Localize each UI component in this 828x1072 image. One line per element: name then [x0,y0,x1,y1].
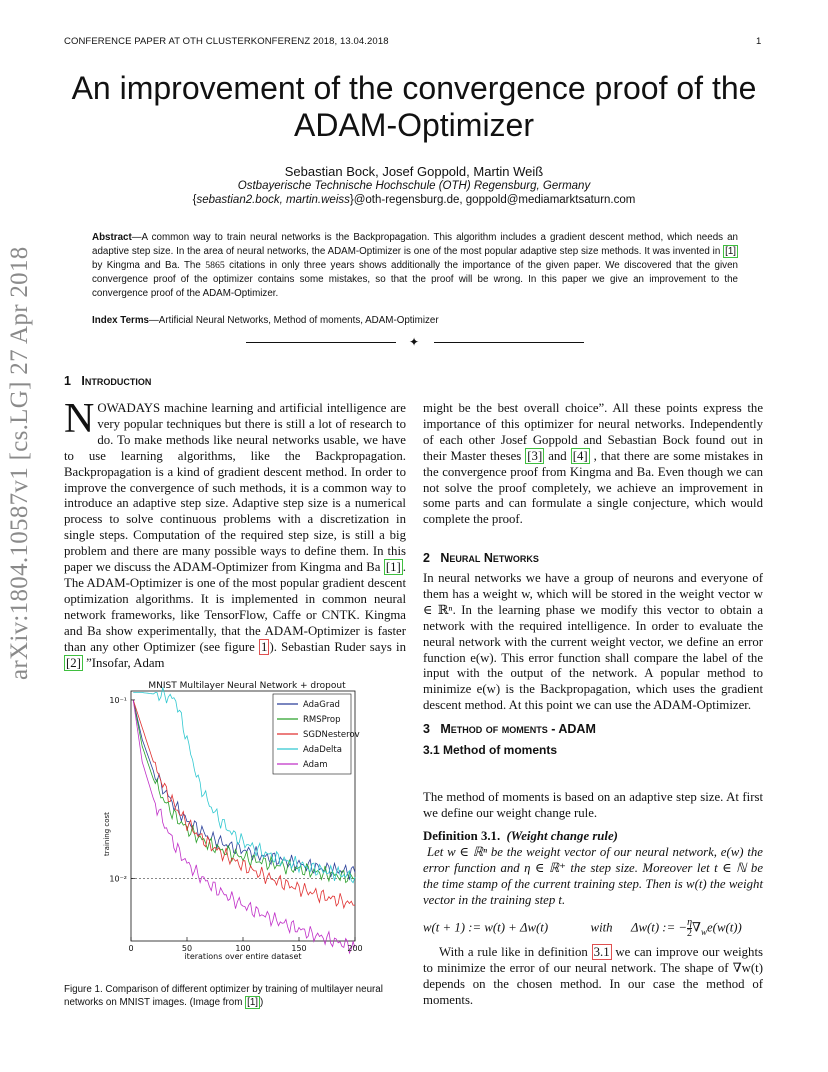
section-title: Method of moments [440,722,548,736]
section-divider [246,336,584,348]
section-heading-introduction [64,374,151,388]
index-terms-label: Index Terms [92,315,149,326]
legend-label: AdaDelta [303,745,342,755]
authors: Sebastian Bock, Josef Goppold, Martin Weiß [284,164,544,179]
method-intro-text: The method of moments is based on an adaptive step size. At first we define our weight change rule. [423,790,763,820]
paragraph-text: machine learning and artificial intelligence are very popular techniques but there is still a lot of research to do. To make methods like neural networks usable, we have to use learning algorithms, like the Backpropagation. Backpropagation is a kind of gradient descent method. In order to improve the convergence of such methods, it is a common way to introduce an adaptive step size. Adaptive step size is a numerical process to solve continuous problems with a discretization in single steps. Computation of the required step size, is still a big problem and there are many possible ways to define them. In this paper we discuss the ADAM-Optimizer from Kingma and Ba [64,401,406,575]
legend-label: Adam [303,760,328,770]
definition-name: (Weight change rule) [506,829,618,843]
x-tick-label: 150 [291,944,307,953]
paragraph-text: might be the best overall choice”. All these points express the importance of this optimizer for neural networks. Independently of each other Josef Goppold and Sebastian Bock found out in their Master theses [423,401,763,463]
figure-link[interactable]: 1 [261,639,268,654]
x-tick-label: 100 [235,944,251,953]
legend-label: SGDNesterov [303,730,360,740]
definition-text: Let w ∈ ℝⁿ be the weight vector of our neural network, e(w) the error function and η ∈ ℝ⁺ the step size. Moreover let t ∈ ℕ be the time stamp of the current training step. Then is w(t) the weight vector in the training step t. [423,844,763,907]
paragraph-text: . The ADAM-Optimizer is one of the most popular gradient descent optimization algorithms. It is implemented in common neural network frameworks, like TensorFlow, Caffe or CNTK. Kingma and Ba show experimentally, that the ADAM-Optimizer is faster than any other Optimizer (see figure [64,560,406,654]
introduction-text-continued [423,401,763,528]
legend-label: AdaGrad [303,700,340,710]
chart-title: MNIST Multilayer Neural Network + dropout [148,681,346,691]
y-tick-label: 10⁻² [109,874,127,884]
formula-left: w(t + 1) := w(t) + Δw(t) [423,920,549,935]
index-terms [92,315,738,326]
section-number: 3 [423,722,430,736]
author-emails [64,194,764,206]
index-terms-text: —Artificial Neural Networks, Method of moments, ADAM-Optimizer [149,315,439,326]
section-number: 2 [423,551,430,565]
email-domain: }@oth-regensburg.de [349,194,460,206]
arxiv-stamp: arXiv:1804.10587v1 [cs.LG] 27 Apr 2018 [6,246,33,680]
section-title: Neural Networks [440,551,539,565]
abstract-text: by Kingma and Ba. The [92,260,206,271]
paragraph-text: ). Sebastian Ruder says in [269,639,406,654]
affiliation: Ostbayerische Technische Hochschule (OTH) Regensburg, Germany [237,180,591,192]
citation-link[interactable]: [4] [572,448,588,463]
formula-nabla: ∇ [692,920,701,935]
email-users: sebastian2.bock, martin.weiss [196,194,350,206]
formula-with: with [590,920,613,935]
subsection-heading: 3.1 Method of moments [423,743,558,757]
formula-tail: e(w(t)) [707,920,742,935]
section-title: Introduction [81,374,152,388]
method-text [423,945,763,1009]
abstract-text: —A common way to train neural networks is the Backpropagation. This algorithm includes a gradient descent method, which needs an adaptive step size. In the area of neural networks, the ADAM-Optimizer is one of the most popular adaptive step size methods. It was invented in [92,232,738,257]
caption-text: ) [260,997,264,1008]
paper-title [40,70,788,144]
x-tick-label: 200 [347,944,363,953]
y-tick-label: 10⁻¹ [109,695,127,705]
y-axis-label: training cost [103,812,111,856]
section-heading-neural-networks [423,551,539,565]
abstract-label: Abstract [92,232,132,243]
citation-link[interactable]: [3] [527,448,543,463]
title-line-1: An improvement of the convergence proof of the [71,70,757,106]
definition-link[interactable]: 3.1 [593,945,610,959]
formula-fraction: $\frac{\eta}{2}$ [687,917,693,939]
section-title-suffix: - ADAM [547,722,596,736]
divider-line-right [434,342,584,343]
neural-networks-text: In neural networks we have a group of neurons and everyone of them has a weight w, which will be stored in the weight vector w ∈ ℝⁿ. In the learning phase we modify this vector to obtain a network with the required intelligence. In order to evaluate the neural network with the current weight vector, we define an error function e(w). This error function shall compare the label of the input with the output of the network. A popular method to minimize e(w) is the Backpropagation, which uses the gradient descent method. At this point we can use the ADAM-Optimizer. [423,571,763,713]
email-extra: , goppold@mediamarktsaturn.com [459,194,636,206]
x-tick-label: 0 [128,944,134,953]
email-brace-open: { [192,194,197,206]
paragraph-text: With a rule like in definition [439,945,592,959]
paragraph-text: we can improve our weights to minimize the error of our neural network. The shape of ∇w(t) depends on the chosen method. In our case the method of moments. [423,945,763,1007]
divider-line-left [246,342,396,343]
lead-word: OWADAYS [97,401,161,415]
optimizer-comparison-chart [60,676,370,972]
formula-right: Δw(t) := − [630,920,688,935]
x-tick-label: 50 [181,944,193,953]
chart-legend [273,694,360,774]
abstract-text: citations in only three years shows additionally the importance of the given paper. We discovered that the given convergence proof of the optimizer contains some mistakes, so that the proof will be wrong. In this paper we give an improvement to the convergence proof of the ADAM-Optimizer. [92,260,738,299]
title-line-2: ADAM-Optimizer [293,107,534,143]
definition-label: Definition 3.1. [423,829,501,843]
introduction-text [64,396,406,671]
paragraph-text: ”Insofar, Adam [82,655,165,670]
citation-link[interactable]: [1] [385,560,401,575]
abstract [92,231,738,301]
paragraph-text: and [544,448,571,463]
section-heading-method [423,722,596,736]
definition-block [423,829,763,909]
page-number: 1 [756,36,762,47]
caption-text: Figure 1. Comparison of different optimizer by training of multilayer neural networks on MNIST images. (Image from [64,984,383,1008]
weight-change-formula [423,918,775,939]
divider-ornament: ✦ [409,335,420,349]
citation-count: 5865 [205,260,225,271]
citation-link[interactable]: [2] [66,655,81,670]
citation-link[interactable]: [1] [725,246,736,257]
paragraph-text: , that there are some mistakes in the convergence proof from Kingma and Ba. Even though we can not solve the proof completely, we achieve an improvement in some parts and can formulate a single conjecture, which would complete the proof. [423,448,763,527]
figure-caption [64,983,408,1009]
formula-subscript: w [700,926,707,937]
legend-label: RMSProp [303,715,341,725]
x-axis-label: iterations over entire dataset [184,952,302,961]
citation-link[interactable]: [1] [247,997,259,1008]
running-header: CONFERENCE PAPER AT OTH CLUSTERKONFERENZ 2018, 13.04.2018 [64,36,389,47]
section-number: 1 [64,374,71,388]
drop-cap: N [64,396,95,442]
